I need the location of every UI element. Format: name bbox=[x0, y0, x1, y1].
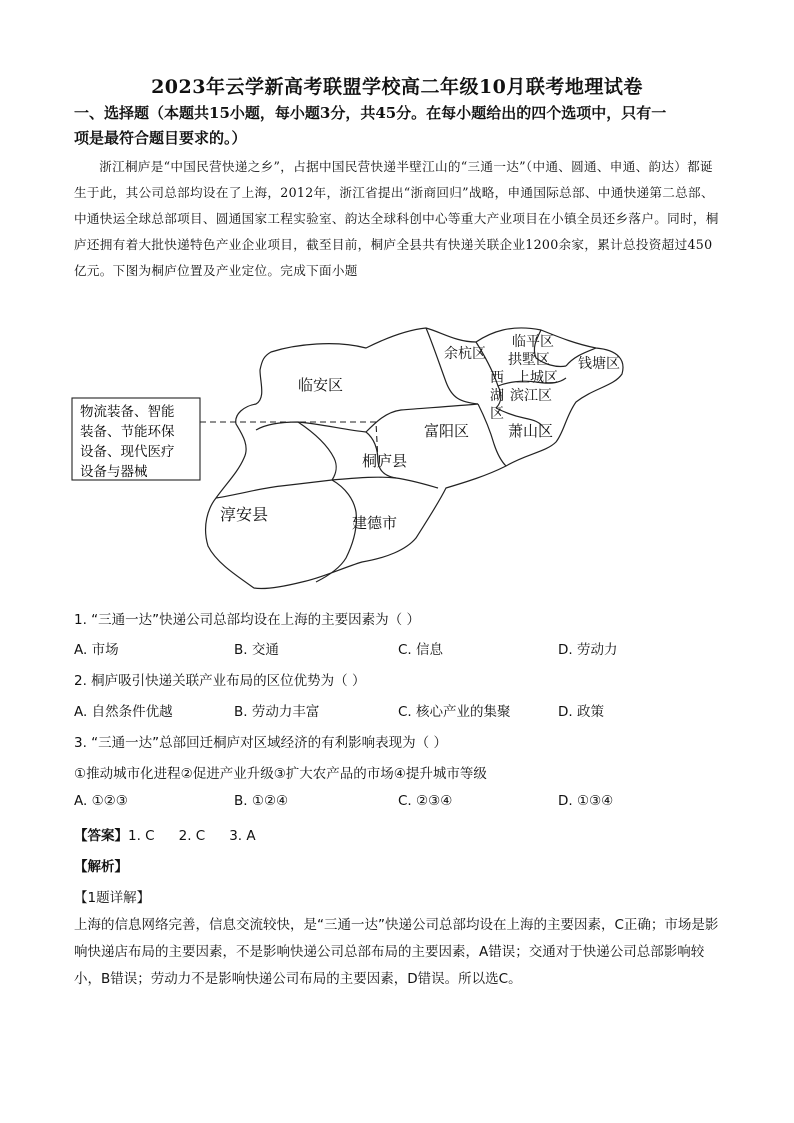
label-xiaoshan: 萧山区 bbox=[508, 422, 554, 440]
q1-option-d[interactable]: D. 劳动力 bbox=[558, 642, 618, 658]
question-3-stem: 3. “三通一达”总部回迁桐庐对区域经济的有利影响表现为（ ） bbox=[74, 735, 447, 751]
label-binjiang: 滨江区 bbox=[510, 388, 552, 404]
label-linping: 临平区 bbox=[512, 334, 554, 350]
question-1-stem: 1. “三通一达”快递公司总部均设在上海的主要因素为（ ） bbox=[74, 612, 420, 628]
label-tonglu: 桐庐县 bbox=[362, 452, 408, 470]
answer-1: 1. C bbox=[128, 828, 155, 844]
industry-line1: 物流装备、智能 bbox=[80, 404, 175, 420]
detail-label: 【1题详解】 bbox=[74, 890, 151, 906]
analysis-label: 【解析】 bbox=[74, 859, 128, 875]
q2-option-c[interactable]: C. 核心产业的集聚 bbox=[398, 704, 511, 720]
label-xihu-3: 区 bbox=[490, 406, 504, 422]
boundary-tonglu-west bbox=[298, 422, 336, 480]
q3-option-a[interactable]: A. ①②③ bbox=[74, 793, 128, 809]
q2-option-b[interactable]: B. 劳动力丰富 bbox=[234, 704, 320, 720]
q2-option-a[interactable]: A. 自然条件优越 bbox=[74, 704, 173, 720]
boundary-tonglu-jiande bbox=[332, 477, 438, 488]
reading-passage: 浙江桐庐是“中国民营快递之乡”，占据中国民营快递半壁江山的“三通一达”（中通、圆通、申通、韵达）都诞生于此，其公司总部均设在了上海，2012年，浙江省提出“浙商回归”战略，申通国际总部、中通快递第二总部、中通快运全球总部项目、圆通国家工程实验室、韵达全球科创中心等重大产业项目在小镇全员还乡落户。同时，桐庐还拥有着大批快递特色产业企业项目，截至目前，桐庐全县共有快递关联企业1200余家，累计总投资超过450亿元。下图为桐庐位置及产业定位。完成下面小题 bbox=[74, 159, 719, 278]
industry-line2: 装备、节能环保 bbox=[80, 424, 175, 440]
label-chunan: 淳安县 bbox=[220, 505, 269, 524]
q1-option-c[interactable]: C. 信息 bbox=[398, 642, 444, 658]
label-jiande: 建德市 bbox=[352, 514, 398, 532]
label-qiantang: 钱塘区 bbox=[578, 356, 620, 372]
boundary-linan-yuhang bbox=[426, 328, 478, 404]
q2-option-d[interactable]: D. 政策 bbox=[558, 704, 604, 720]
tonglu-location-map bbox=[66, 312, 636, 602]
page-title: 2023年云学新高考联盟学校高二年级10月联考地理试卷 bbox=[151, 76, 643, 98]
answer-line bbox=[74, 824, 256, 844]
industry-line4: 设备与器械 bbox=[80, 464, 148, 480]
label-shangcheng: 上城区 bbox=[516, 370, 558, 386]
boundary-tonglu-chunan bbox=[216, 480, 332, 498]
label-xihu-2: 湖 bbox=[490, 388, 504, 404]
q3-option-b[interactable]: B. ①②④ bbox=[234, 793, 289, 809]
question-2-stem: 2. 桐庐吸引快递关联产业布局的区位优势为（ ） bbox=[74, 673, 366, 689]
label-yuhang: 余杭区 bbox=[444, 346, 486, 362]
label-xihu-1: 西 bbox=[490, 370, 504, 386]
q1-option-b[interactable]: B. 交通 bbox=[234, 642, 279, 658]
leader-dashed-line bbox=[200, 422, 378, 462]
q3-option-d[interactable]: D. ①③④ bbox=[558, 793, 614, 809]
boundary-linan-tonglu bbox=[256, 422, 366, 432]
q3-option-c[interactable]: C. ②③④ bbox=[398, 793, 453, 809]
detail-explanation: 上海的信息网络完善，信息交流较快，是“三通一达”快递公司总部均设在上海的主要因素，C正确；市场是影响快递店布局的主要因素，不是影响快递公司总部布局的主要因素，A错误；交通对于快递公司总部影响较小，B错误；劳动力不是影响快递公司布局的主要因素，D错误。所以选C。 bbox=[74, 917, 719, 987]
label-fuyang: 富阳区 bbox=[424, 422, 470, 440]
answer-label: 【答案】 bbox=[74, 828, 128, 844]
section-heading-line1: 一、选择题（本题共15小题，每小题3分，共45分。在每小题给出的四个选项中，只有一 bbox=[74, 104, 667, 122]
label-gongshu: 拱墅区 bbox=[508, 352, 550, 368]
label-linan: 临安区 bbox=[298, 376, 344, 394]
answer-2: 2. C bbox=[178, 828, 206, 844]
industry-line3: 设备、现代医疗 bbox=[80, 444, 175, 460]
q1-option-a[interactable]: A. 市场 bbox=[74, 642, 119, 658]
boundary-chunan-jiande bbox=[316, 480, 356, 582]
section-heading-line2: 项是最符合题目要求的。） bbox=[74, 129, 247, 147]
question-3-statements: ①推动城市化进程②促进产业升级③扩大农产品的市场④提升城市等级 bbox=[74, 766, 487, 782]
answer-3: 3. A bbox=[229, 828, 256, 844]
